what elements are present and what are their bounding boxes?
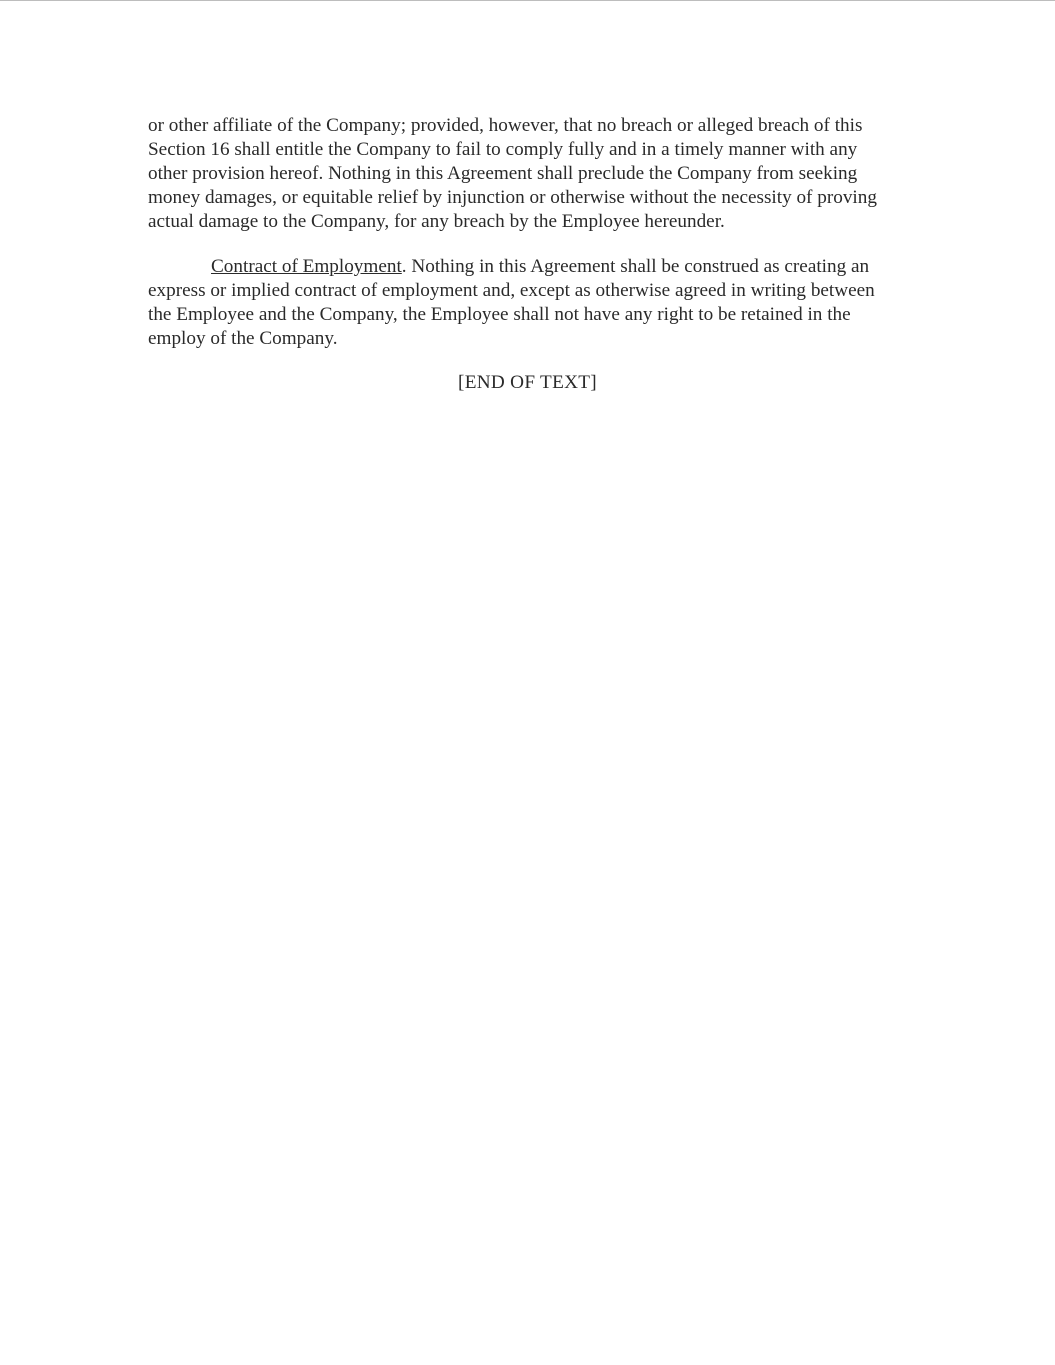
paragraph-line: actual damage to the Company, for any breach by the Employee hereunder.	[148, 211, 725, 232]
paragraph-line: Section 16 shall entitle the Company to fail to comply fully and in a timely manner with any	[148, 139, 858, 160]
paragraph-first-line	[148, 255, 940, 279]
end-of-text-marker: [END OF TEXT]	[458, 372, 597, 393]
paragraph-line: the Employee and the Company, the Employee shall not have any right to be retained in the	[148, 304, 851, 325]
paragraph-line-rest: . Nothing in this Agreement shall be construed as creating an	[401, 256, 870, 277]
paragraph-line: express or implied contract of employment and, except as otherwise agreed in writing between	[148, 280, 875, 301]
paragraph-line: money damages, or equitable relief by injunction or otherwise without the necessity of proving	[148, 187, 877, 208]
paragraph-line: other provision hereof. Nothing in this Agreement shall preclude the Company from seeking	[148, 163, 858, 184]
paragraph-line: employ of the Company.	[148, 328, 338, 349]
section-heading: Contract of Employment	[211, 256, 402, 277]
paragraph-affiliate-breach	[148, 114, 940, 234]
paragraph-line: or other affiliate of the Company; provided, however, that no breach or alleged breach of this	[148, 115, 863, 136]
paragraph-contract-of-employment	[148, 255, 940, 351]
